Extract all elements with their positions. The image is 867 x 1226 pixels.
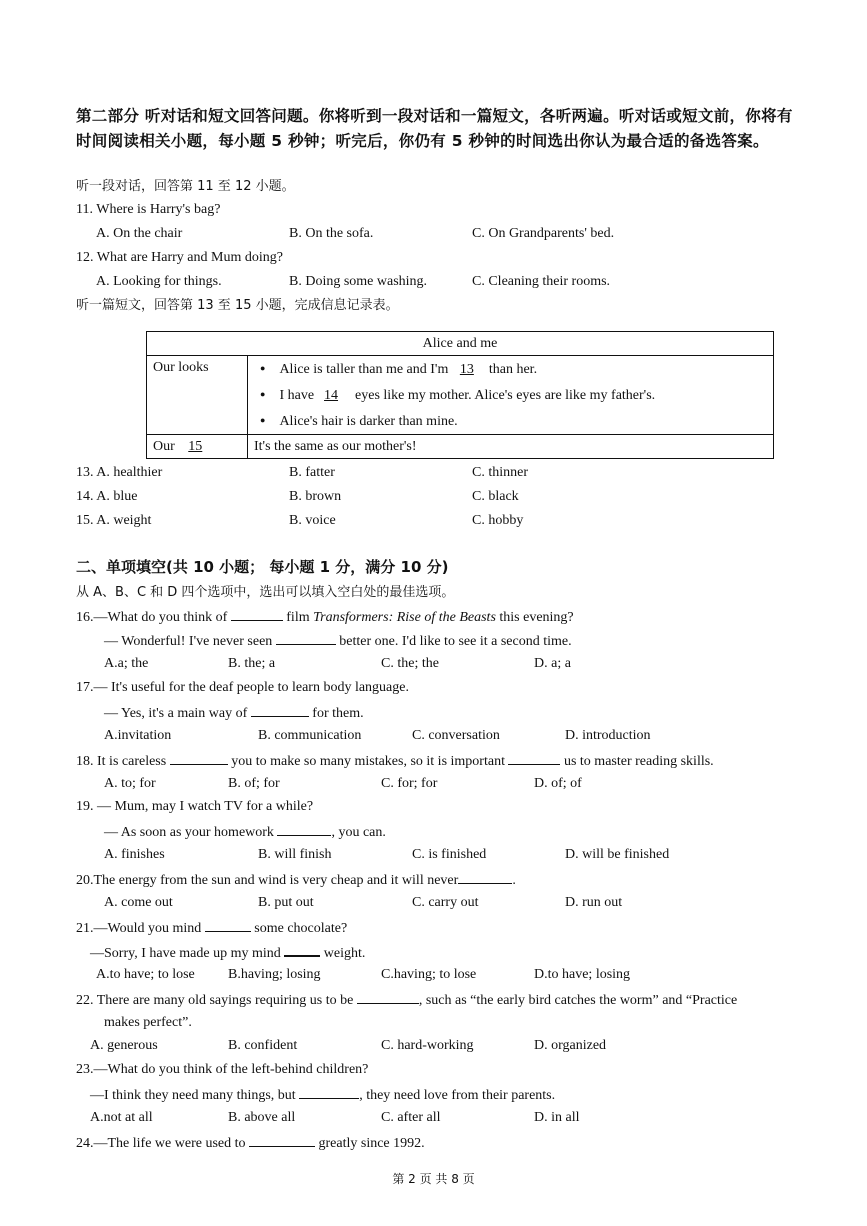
q21-option-c: C.having; to lose [381,967,477,982]
passage-instruction: 听一篇短文，回答第 13 至 15 小题，完成信息记录表。 [76,298,399,313]
q23-line1: 23.—What do you think of the left-behind children? [76,1062,369,1077]
section2-heading: 二、单项填空(共 10 小题； 每小题 1 分，满分 10 分) [76,558,449,576]
q12-option-b: B. Doing some washing. [289,274,428,289]
q12-option-a: A. Looking for things. [96,274,222,289]
q13-option-c: C. thinner [472,465,528,480]
q19-line2: — As soon as your homework , you can. [104,822,386,842]
q11-option-b: B. On the sofa. [289,226,374,241]
bullet-item: ● Alice's hair is darker than mine. [254,408,767,434]
q22-option-b: B. confident [228,1038,298,1053]
q20-option-c: C. carry out [412,895,479,910]
blank-14: 14 [324,388,339,403]
bullet-item: ● I have 14 eyes like my mother. Alice's eyes are like my father's. [254,382,767,408]
q16-option-a: A.a; the [104,656,149,671]
q19-option-c: C. is finished [412,847,487,862]
q22-line1: 22. There are many old sayings requiring us to be , such as “the early bird catches the worm” and “Practice [76,990,737,1010]
q13-option-a: 13. A. healthier [76,465,163,480]
q18-option-c: C. for; for [381,776,438,791]
q21-line2: —Sorry, I have made up my mind weight. [90,942,365,963]
q14-option-c: C. black [472,489,519,504]
q11-option-a: A. On the chair [96,226,183,241]
q19-option-a: A. finishes [104,847,165,862]
q17-line1: 17.— It's useful for the deaf people to learn body language. [76,680,409,695]
q13-option-b: B. fatter [289,465,335,480]
q23-option-a: A.not at all [90,1110,153,1125]
q16-line1: 16.—What do you think of film Transformers: Rise of the Beasts this evening? [76,607,574,627]
bullet-item: ● Alice is taller than me and I'm 13 than her. [254,356,767,382]
table-row-looks-content [248,356,774,435]
q17-line2: — Yes, it's a main way of for them. [104,703,364,723]
q19-line1: 19. — Mum, may I watch TV for a while? [76,799,314,814]
q17-option-b: B. communication [258,728,362,743]
q16-option-c: C. the; the [381,656,439,671]
page-number-footer: 第 2 页 共 8 页 [392,1172,475,1186]
q23-option-b: B. above all [228,1110,296,1125]
q22-option-c: C. hard-working [381,1038,474,1053]
table-row-our-label: Our 15 [147,435,248,459]
q11-option-c: C. On Grandparents' bed. [472,226,615,241]
q20-option-a: A. come out [104,895,173,910]
q22-option-a: A. generous [90,1038,158,1053]
q21-option-a: A.to have; to lose [96,967,195,982]
q12-stem: 12. What are Harry and Mum doing? [76,250,283,265]
q21-option-d: D.to have; losing [534,967,631,982]
q23-line2: —I think they need many things, but , they need love from their parents. [90,1085,555,1105]
q21-line1: 21.—Would you mind some chocolate? [76,918,347,938]
info-record-table [146,331,774,459]
q18-line1: 18. It is careless you to make so many mistakes, so it is important us to master reading skills. [76,751,714,771]
q15-option-a: 15. A. weight [76,513,152,528]
q15-option-b: B. voice [289,513,336,528]
table-title: Alice and me [147,332,774,356]
dialogue-instruction: 听一段对话，回答第 11 至 12 小题。 [76,179,295,194]
q16-option-b: B. the; a [228,656,276,671]
q22-option-d: D. organized [534,1038,607,1053]
q23-option-d: D. in all [534,1110,580,1125]
q15-option-c: C. hobby [472,513,524,528]
q19-option-b: B. will finish [258,847,332,862]
q22-line2: makes perfect”. [104,1015,192,1030]
q11-stem: 11. Where is Harry's bag? [76,202,221,217]
q20-option-d: D. run out [565,895,623,910]
section2-instruction: 从 A、B、C 和 D 四个选项中，选出可以填入空白处的最佳选项。 [76,585,455,600]
q17-option-c: C. conversation [412,728,500,743]
blank-15: 15 [188,438,203,454]
q12-option-c: C. Cleaning their rooms. [472,274,611,289]
q18-option-b: B. of; for [228,776,280,791]
q23-option-c: C. after all [381,1110,441,1125]
q16-line2: — Wonderful! I've never seen better one. I'd like to see it a second time. [104,631,572,651]
q16-option-d: D. a; a [534,656,571,671]
q24-line1: 24.—The life we were used to greatly since 1992. [76,1133,425,1153]
q19-option-d: D. will be finished [565,847,670,862]
q20-option-b: B. put out [258,895,314,910]
part2-heading: 第二部分 听对话和短文回答问题。你将听到一段对话和一篇短文，各听两遍。听对话或短文前，你将有时间阅读相关小题，每小题 5 秒钟；听完后，你仍有 5 秒钟的时间选出你认为最合适的备选答案。 [76,107,793,150]
blank-13: 13 [459,362,474,377]
table-row-looks-label: Our looks [147,356,248,435]
q18-option-d: D. of; of [534,776,582,791]
q17-option-a: A.invitation [104,728,172,743]
q14-option-a: 14. A. blue [76,489,138,504]
q20-line1: 20.The energy from the sun and wind is very cheap and it will never . [76,870,516,890]
q17-option-d: D. introduction [565,728,651,743]
q18-option-a: A. to; for [104,776,156,791]
q21-option-b: B.having; losing [228,967,321,982]
q14-option-b: B. brown [289,489,342,504]
table-row-our-content: It's the same as our mother's! [248,435,774,459]
